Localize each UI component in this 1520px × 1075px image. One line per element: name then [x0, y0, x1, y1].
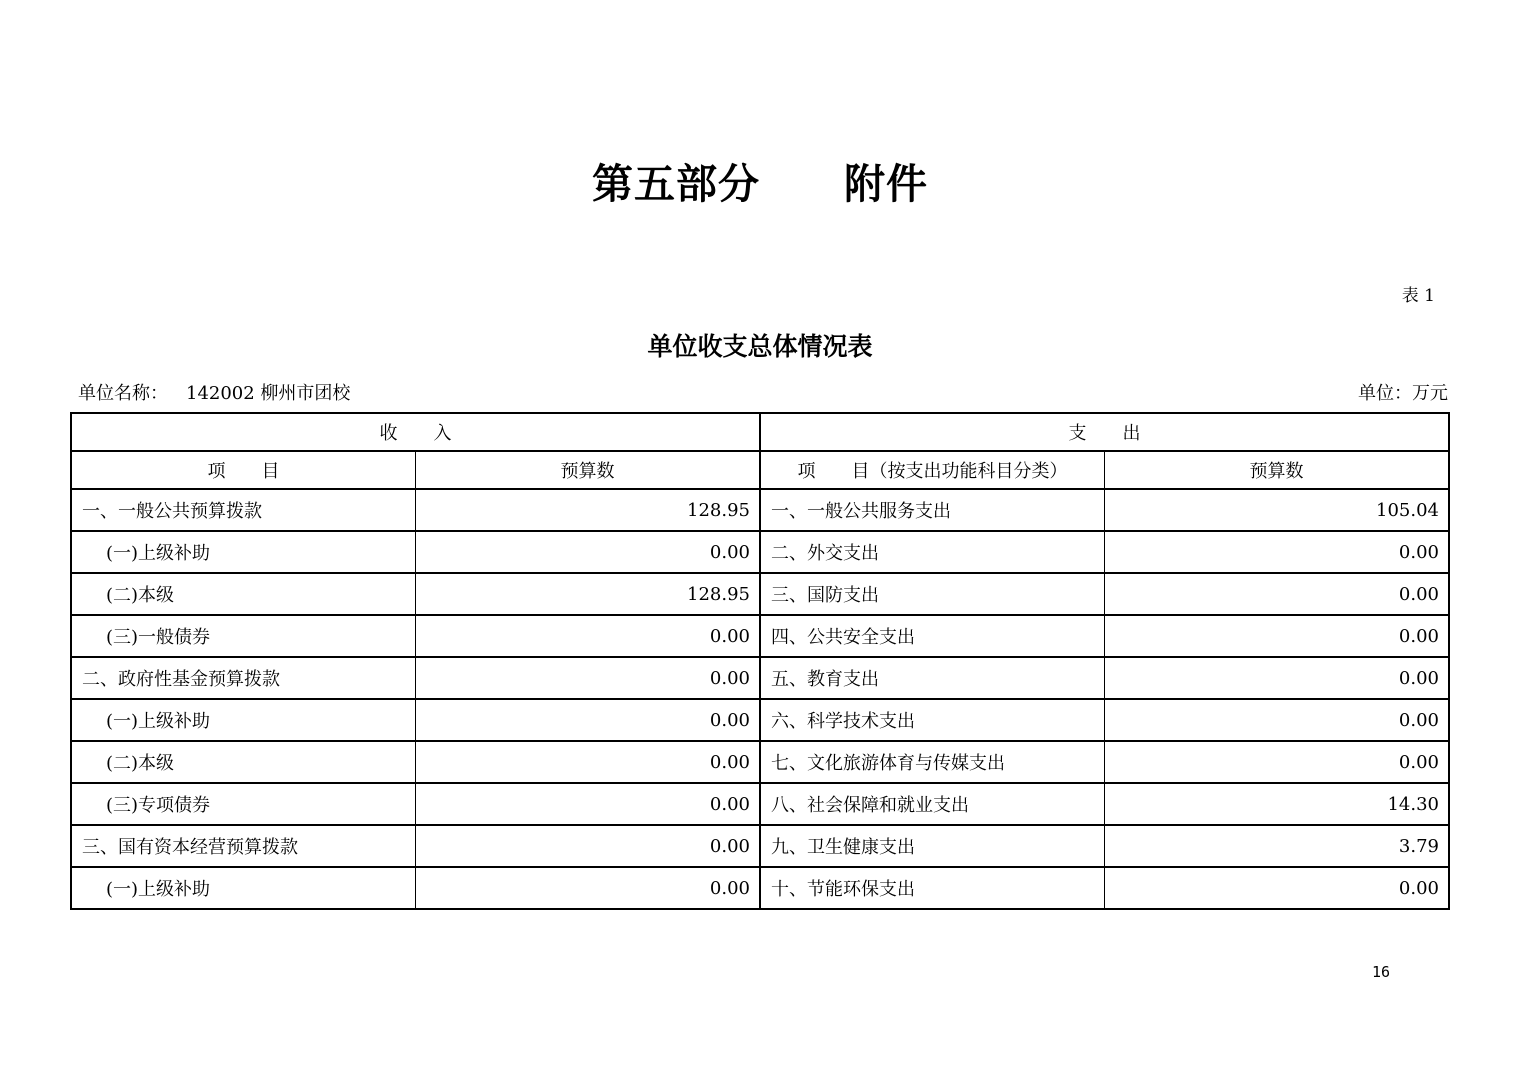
- income-item-cell: (一)上级补助: [71, 699, 416, 741]
- expense-item-cell: 三、国防支出: [760, 573, 1105, 615]
- income-item-column-header: 项 目: [71, 451, 416, 489]
- income-section-header: 收 入: [71, 413, 760, 451]
- table-row: [71, 657, 1449, 699]
- table-row: [71, 699, 1449, 741]
- income-value-cell: 128.95: [416, 489, 761, 531]
- table-row: [71, 867, 1449, 909]
- income-item-cell: 二、政府性基金预算拨款: [71, 657, 416, 699]
- expense-item-cell: 九、卫生健康支出: [760, 825, 1105, 867]
- currency-unit-label: 单位：万元: [1358, 383, 1448, 404]
- expense-item-cell: 七、文化旅游体育与传媒支出: [760, 741, 1105, 783]
- income-value-cell: 0.00: [416, 867, 761, 909]
- expense-value-cell: 14.30: [1105, 783, 1450, 825]
- income-value-cell: 0.00: [416, 615, 761, 657]
- expense-item-cell: 十、节能环保支出: [760, 867, 1105, 909]
- expense-value-cell: 0.00: [1105, 531, 1450, 573]
- table-number-label: 表 1: [1401, 286, 1435, 306]
- expense-value-column-header: 预算数: [1105, 451, 1450, 489]
- section-header-row: [71, 413, 1449, 451]
- page-number: 16: [1372, 963, 1391, 981]
- unit-name-label: 单位名称：: [78, 383, 168, 404]
- expense-item-cell: 四、公共安全支出: [760, 615, 1105, 657]
- income-value-cell: 0.00: [416, 741, 761, 783]
- expense-item-cell: 八、社会保障和就业支出: [760, 783, 1105, 825]
- table-row: [71, 825, 1449, 867]
- table-body: [71, 489, 1449, 909]
- income-item-cell: (一)上级补助: [71, 531, 416, 573]
- income-value-cell: 0.00: [416, 783, 761, 825]
- expense-item-cell: 二、外交支出: [760, 531, 1105, 573]
- expense-value-cell: 0.00: [1105, 741, 1450, 783]
- table-title: 单位收支总体情况表: [647, 332, 873, 361]
- table-row: [71, 615, 1449, 657]
- expense-value-cell: 105.04: [1105, 489, 1450, 531]
- table-row: [71, 783, 1449, 825]
- column-header-row: [71, 451, 1449, 489]
- expense-value-cell: 0.00: [1105, 615, 1450, 657]
- income-value-cell: 0.00: [416, 657, 761, 699]
- table-row: [71, 573, 1449, 615]
- income-value-column-header: 预算数: [416, 451, 761, 489]
- table-row: [71, 531, 1449, 573]
- budget-table: [70, 412, 1450, 910]
- expense-value-cell: 0.00: [1105, 657, 1450, 699]
- table-row: [71, 489, 1449, 531]
- expense-item-cell: 一、一般公共服务支出: [760, 489, 1105, 531]
- income-item-cell: 一、一般公共预算拨款: [71, 489, 416, 531]
- expense-value-cell: 0.00: [1105, 573, 1450, 615]
- table-row: [71, 741, 1449, 783]
- expense-value-cell: 0.00: [1105, 699, 1450, 741]
- page-title: 第五部分 附件: [592, 160, 928, 208]
- income-value-cell: 128.95: [416, 573, 761, 615]
- income-value-cell: 0.00: [416, 531, 761, 573]
- income-value-cell: 0.00: [416, 699, 761, 741]
- unit-name: [78, 379, 350, 405]
- income-item-cell: (三)一般债券: [71, 615, 416, 657]
- table-meta-line: [78, 379, 1448, 405]
- expense-value-cell: 0.00: [1105, 867, 1450, 909]
- unit-name-value: 142002 柳州市团校: [186, 383, 351, 404]
- expense-item-cell: 五、教育支出: [760, 657, 1105, 699]
- income-item-cell: (二)本级: [71, 741, 416, 783]
- income-item-cell: (一)上级补助: [71, 867, 416, 909]
- expense-item-cell: 六、科学技术支出: [760, 699, 1105, 741]
- income-item-cell: (二)本级: [71, 573, 416, 615]
- expense-item-column-header: 项 目（按支出功能科目分类）: [760, 451, 1105, 489]
- expense-value-cell: 3.79: [1105, 825, 1450, 867]
- expense-section-header: 支 出: [760, 413, 1449, 451]
- income-item-cell: 三、国有资本经营预算拨款: [71, 825, 416, 867]
- income-item-cell: (三)专项债券: [71, 783, 416, 825]
- income-value-cell: 0.00: [416, 825, 761, 867]
